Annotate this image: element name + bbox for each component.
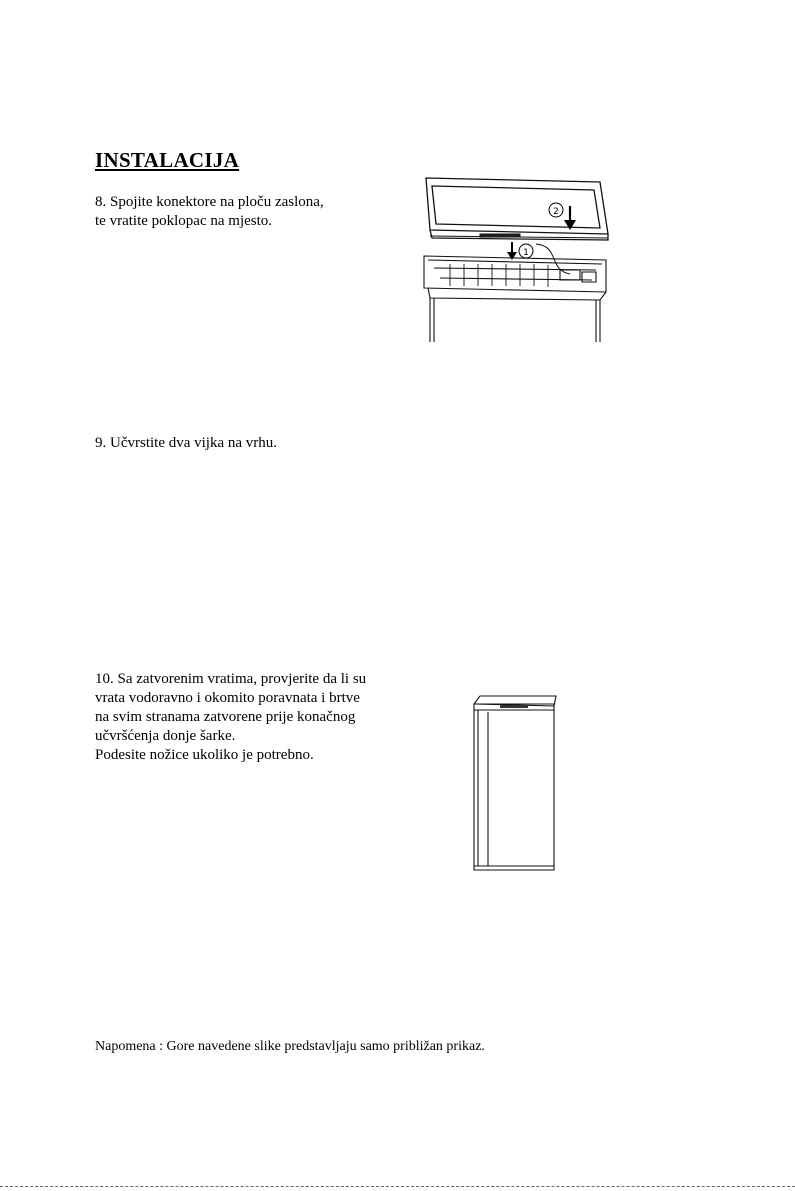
- page-bottom-rule: [0, 1186, 795, 1187]
- step-10-text: [95, 670, 366, 765]
- step-8-line-1: 8. Spojite konektore na ploču zaslona,: [95, 194, 324, 210]
- step-9-text: [95, 434, 277, 453]
- step-8-line-2: te vratite poklopac na mjesto.: [95, 213, 273, 229]
- step-10-line-1: 10. Sa zatvorenim vratima, provjerite da li su: [95, 671, 367, 687]
- step-10-line-3: na svim stranama zatvorene prije konačnog: [95, 709, 356, 725]
- step-8-text: [95, 193, 324, 231]
- display-strip: [500, 705, 528, 708]
- top-cover-panel: [426, 178, 608, 240]
- svg-text:1: 1: [523, 248, 529, 258]
- page-heading: INSTALACIJA: [95, 148, 240, 172]
- svg-text:2: 2: [553, 207, 559, 217]
- step-10-line-2: vrata vodoravno i okomito poravnata i brtve: [95, 690, 360, 706]
- top-cover-illustration: [420, 174, 610, 344]
- step-10-line-5: Podesite nožice ukoliko je potrebno.: [95, 747, 314, 763]
- display-strip: [430, 234, 608, 238]
- down-arrow-icon: [507, 242, 517, 260]
- upright-appliance-illustration: [470, 694, 560, 874]
- note-text: Napomena : Gore navedene slike predstavljaju samo približan prikaz.: [95, 1039, 485, 1054]
- step-9-line-1: 9. Učvrstite dva vijka na vrhu.: [95, 435, 278, 451]
- down-arrow-icon: [564, 206, 576, 230]
- appliance-top-body: [424, 256, 606, 342]
- step-10-line-4: učvršćenja donje šarke.: [95, 728, 236, 744]
